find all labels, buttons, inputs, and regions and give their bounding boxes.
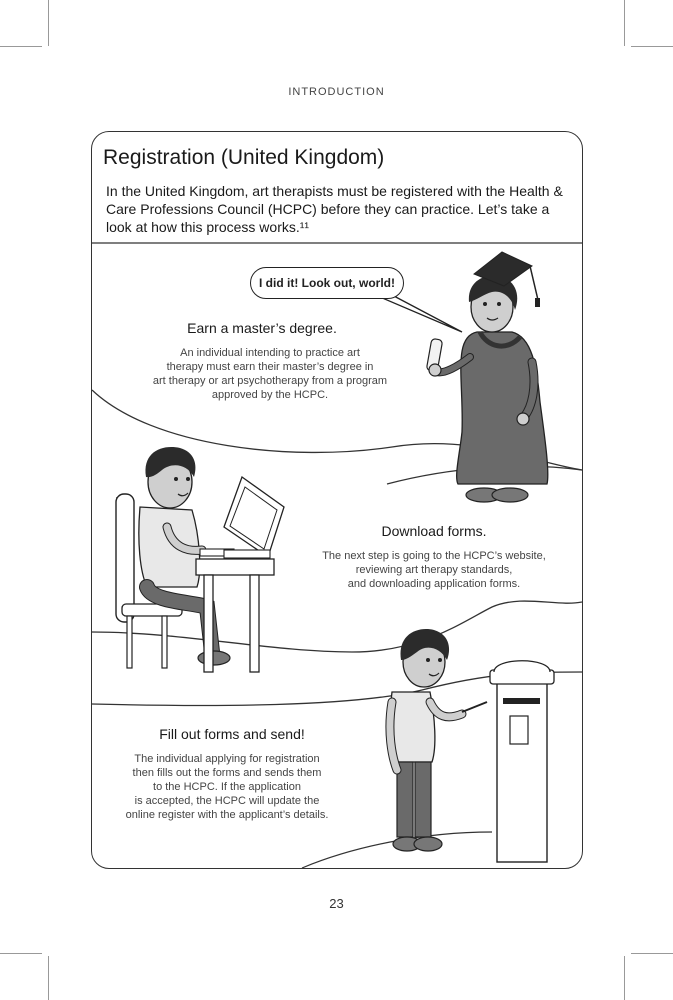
crop-mark bbox=[0, 46, 42, 47]
postbox-figure-icon bbox=[390, 629, 554, 862]
crop-mark bbox=[631, 46, 673, 47]
step-body-download: The next step is going to the HCPC’s website, reviewing art therapy standards, and downloading application forms. bbox=[322, 550, 546, 590]
step-body-degree: An individual intending to practice art therapy must earn their master’s degree in art therapy or art psychotherapy from a program approved by the HCPC. bbox=[152, 347, 388, 401]
crop-mark bbox=[631, 953, 673, 954]
section-intro: In the United Kingdom, art therapists must be registered with the Health & Care Professions Council (HCPC) before they can practice. Let’s take a look at how this process works.¹¹ bbox=[106, 183, 563, 235]
crop-mark bbox=[48, 956, 49, 1000]
crop-mark bbox=[624, 956, 625, 1000]
speech-bubble: I did it! Look out, world! bbox=[250, 267, 404, 299]
computer-user-icon bbox=[116, 447, 284, 672]
crop-mark bbox=[48, 0, 49, 46]
crop-mark bbox=[624, 0, 625, 46]
section-title: Registration (United Kingdom) bbox=[103, 146, 385, 169]
crop-mark bbox=[0, 953, 42, 954]
step-title-degree: Earn a master’s degree. bbox=[187, 320, 337, 336]
step-title-send: Fill out forms and send! bbox=[159, 726, 305, 742]
step-body-send: The individual applying for registration then fills out the forms and sends them to the HCPC. If the application is accepted, the HCPC will update the online register with the applicant’s details. bbox=[125, 753, 329, 821]
page-number: 23 bbox=[329, 896, 344, 911]
step-title-download: Download forms. bbox=[381, 523, 487, 539]
running-head: INTRODUCTION bbox=[288, 86, 385, 98]
graduate-figure-icon bbox=[426, 252, 548, 502]
registration-panel bbox=[91, 131, 583, 869]
